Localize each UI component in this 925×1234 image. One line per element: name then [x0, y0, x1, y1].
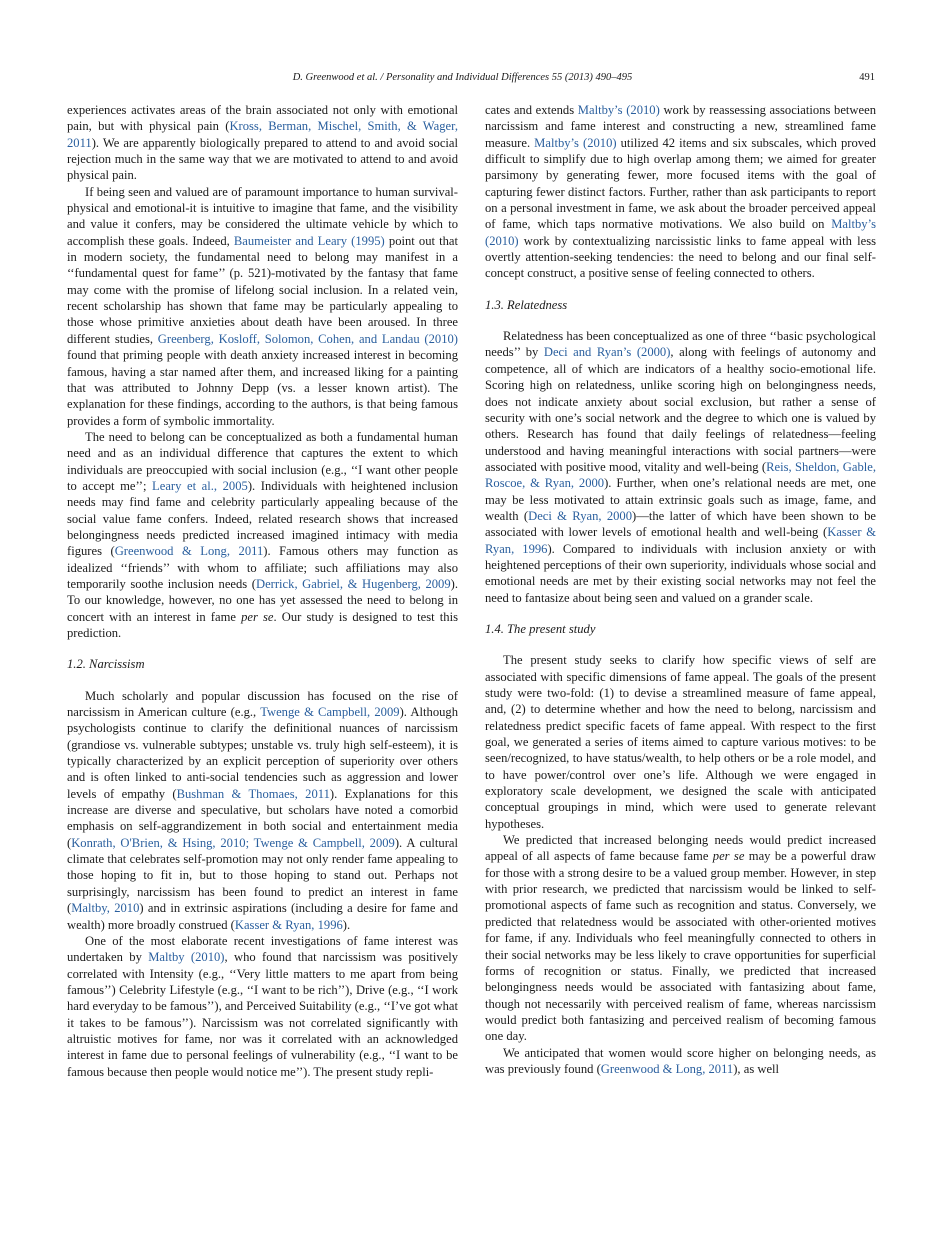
body-text: utilized 42 items and six subscales, which proved difficult to simplify due to high overlap among them; we aimed for greater parsimony by generating fewer, more focused items with the goal of capturing fewer distinct factors. Further, rather than ask participants to report on a personal investment in fame, we ask about the broader perceived appeal of fame, which taps normative motivations. We also build on [485, 135, 876, 232]
body-text: , who found that narcissism was positively correlated with Intensity (e.g., ‘‘Very little matters to me apart from being famous’’) Celebrity Lifestyle (e.g., ‘‘I want to be rich’’), Drive (e.g., ‘‘I work hard everyday to be famous’’), and Perceived Suitability (e.g., ‘‘I’ve got what it takes to be famous’’). Narcissism was not correlated significantly with altruistic motives for fame, nor was it correlated with an acknowledged interest in fame due to personal feelings of vulnerability (e.g., ‘‘I want to be famous because then people would notice me’’). The present study repli- [67, 950, 459, 1079]
emphasis-text: per se [712, 849, 745, 864]
paragraph [485, 832, 876, 1044]
paragraph [67, 933, 458, 1080]
paragraph [67, 429, 458, 641]
emphasis-text: per se [241, 609, 274, 624]
citation-link[interactable]: Kasser & Ryan, 1996 [485, 525, 877, 556]
body-text: cates and extends [485, 103, 578, 117]
citation-link[interactable]: Deci and Ryan’s (2000) [543, 345, 671, 360]
citation-link[interactable]: Greenwood & Long, 2011 [114, 544, 264, 559]
paragraph [67, 184, 458, 429]
body-text: ). Explanations for this increase are diverse and speculative, but scholars have noted a comorbid emphasis on self-aggrandizement in both social and entertainment media ( [67, 786, 458, 850]
citation-link[interactable]: Greenwood & Long, 2011 [600, 1061, 734, 1076]
body-text: If being seen and valued are of paramount importance to human survival-physical and emotional-it is intuitive to imagine that fame, and the visibility and value it confers, may be considered the ultimate vehicle by which to accomplish these goals. Indeed, [67, 184, 458, 248]
body-text: One of the most elaborate recent investigations of fame interest was undertaken by [67, 933, 458, 965]
body-text: ). Further, when one’s relational needs are met, one may be less motivated to attain extrinsic goals such as image, fame, and wealth ( [485, 476, 876, 523]
body-text: We predicted that increased belonging needs would predict increased appeal of all aspects of fame because fame [485, 833, 876, 864]
paragraph [485, 1045, 876, 1078]
citation-link[interactable]: Derrick, Gabriel, & Hugenberg, 2009 [255, 576, 451, 591]
body-text: ). Individuals with heightened inclusion needs may find fame and celebrity particularly appealing because of the social value fame confers. Indeed, related research shows that increased belongingness needs predicted increased imagined intimacy with media figures ( [67, 478, 458, 559]
section-heading-narcissism: 1.2. Narcissism [67, 657, 145, 672]
body-text: ). [342, 917, 351, 932]
citation-link[interactable]: Greenberg, Kosloff, Solomon, Cohen, and Landau (2010) [157, 331, 458, 346]
paragraph [67, 102, 458, 184]
journal-citation: D. Greenwood et al. / Personality and Individual Differences 55 (2013) 490–495 [292, 72, 633, 83]
body-text: ). We are apparently biologically prepared to attend to and avoid social rejection much in the same way that we are motivated to attend to and avoid physical pain. [67, 135, 458, 183]
citation-link[interactable]: Baumeister and Leary (1995) [233, 233, 385, 248]
citation-link[interactable]: Maltby (2010) [148, 950, 225, 965]
body-text: Relatedness has been conceptualized as one of three ‘‘basic psychological needs’’ by [485, 329, 876, 360]
citation-link[interactable]: Reis, Sheldon, Gable, Roscoe, & Ryan, 2000 [485, 459, 877, 491]
page-number: 491 [859, 72, 875, 83]
running-head [0, 72, 925, 88]
citation-link[interactable]: Kross, Berman, Mischel, Smith, & Wager, 2011 [67, 119, 458, 150]
paragraph [485, 328, 876, 606]
citation-link[interactable]: Deci & Ryan, 2000 [528, 508, 633, 523]
citation-link[interactable]: Leary et al., 2005 [152, 478, 248, 493]
body-text: ). Famous others may function as idealized ‘‘friends’’ with whom to affiliate; such affiliations may also temporarily soothe inclusion needs ( [67, 544, 458, 591]
citation-link[interactable]: Bushman & Thomaes, 2011 [176, 786, 330, 801]
body-text: ). To our knowledge, however, no one has yet assessed the need to belong in concert with an interest in fame [67, 576, 458, 624]
paragraph [485, 652, 876, 832]
body-text: work by contextualizing narcissistic links to fame appeal with less overtly attention-seeking tendencies: the need to belong and our final self-concept construct, a positive sense of feeling connected to others. [485, 233, 876, 281]
body-text: )—the latter of which have been shown to be associated with lower levels of emotional health and well-being ( [485, 508, 876, 540]
paragraph [67, 688, 458, 933]
body-text: ) and in extrinsic aspirations (including a desire for fame and wealth) more broadly construed ( [67, 901, 459, 932]
citation-link[interactable]: Maltby’s (2010) [577, 103, 660, 117]
citation-link[interactable]: Konrath, O'Brien, & Hsing, 2010; Twenge & Campbell, 2009 [71, 835, 395, 850]
body-text: found that priming people with death anxiety increased interest in becoming famous, having a star named after them, and increased liking for a painting that was attributed to Johnny Depp (vs. a lesser known artist). The explanation for these findings, according to the authors, is that being famous provides a form of symbolic immortality. [67, 348, 458, 428]
body-text: work by reassessing associations between narcissism and fame interest and constructing a new, streamlined fame measure. [485, 103, 876, 150]
citation-link[interactable]: Maltby’s (2010) [485, 217, 876, 248]
citation-link[interactable]: Maltby’s (2010) [534, 135, 617, 150]
body-text: ), as well [733, 1061, 780, 1076]
body-text: ). Although psychologists continue to clarify the definitional nuances of narcissism (grandiose vs. vulnerable subtypes; unstable vs. truly high self-esteem), it is typically characterized by an explicit perception of superiority over others and is often linked to anti-social tendencies such as aggression and lower levels of empathy ( [67, 705, 459, 801]
body-text: , along with feelings of autonomy and competence, all of which are indicators of a healthy socio-emotional life. Scoring high on relatedness, unlike scoring high on belongingness needs, does not indicate anxiety about social exclusion, but rather a sense of security with one’s social network and the degree to which one is valued by others. Research has found that daily feelings of relatedness—feeling understood and having meaningful interactions with social partners—were associated with positive mood, vitality and well-being ( [485, 345, 876, 474]
left-column [67, 102, 458, 1080]
body-text: ). A cultural climate that celebrates self-promotion may not only render fame appealing to those hoping to fit in, but to those hoping to stand out. Perhaps not surprisingly, narcissism has been found to predict an interest in fame ( [67, 835, 458, 916]
right-column [485, 102, 876, 1077]
paragraph [485, 102, 876, 282]
body-text: point out that in modern society, the fundamental need to belong may manifest in a ‘‘fundamental quest for fame’’ (p. 521)-motivated by the fantasy that fame may come with the promise of lifelong social inclusion. In a related vein, recent scholarship has shown that fame may be particularly appealing to those whose primitive anxieties about death have been aroused. In three different studies, [67, 233, 459, 346]
citation-link[interactable]: Kasser & Ryan, 1996 [234, 917, 343, 932]
body-text: may be a powerful draw for those with a strong desire to be a valued group member. However, in step with prior research, we predicted that narcissism would be linked to self-promotional aspects of fame such as recognition and status. Conversely, we predicted that relatedness would be associated with other-oriented motives for fame, if any. Individuals who feel meaningfully connected to others in their social networks may be less likely to crave opportunities for superficial forms of recognition or status. Finally, we predicted that increased belongingness needs would be associated with fantasizing about fame, though not necessarily with perceived realism of fame, whereas narcissism would predict both fantasizing and perceived realism of becoming famous one day. [485, 849, 876, 1044]
body-text: experiences activates areas of the brain associated not only with emotional pain, but with physical pain ( [67, 103, 458, 134]
citation-link[interactable]: Maltby, 2010 [71, 901, 140, 916]
body-text: Much scholarly and popular discussion has focused on the rise of narcissism in American culture (e.g., [67, 688, 458, 720]
body-text: The need to belong can be conceptualized as both a fundamental human need and as an individual difference that captures the extent to which individuals are preoccupied with social inclusion (e.g., ‘‘I want other people to accept me’’; [67, 429, 458, 493]
citation-link[interactable]: Twenge & Campbell, 2009 [260, 705, 400, 720]
body-text: We anticipated that women would score higher on belonging needs, as was previously found ( [485, 1045, 876, 1076]
body-text: ). Compared to individuals with inclusion anxiety or with heightened perceptions of their own superiority, individuals whose social and emotional needs are met by their existing social networks may not feel the need to fantasize about being seen and valued on a grander scale. [485, 541, 876, 605]
section-heading-relatedness: 1.3. Relatedness [485, 297, 568, 312]
section-heading-present-study: 1.4. The present study [485, 621, 596, 636]
body-text: . Our study is designed to test this prediction. [67, 609, 458, 640]
body-text: The present study seeks to clarify how specific views of self are associated with specific dimensions of fame appeal. The goals of the present study were two-fold: (1) to devise a streamlined measure of fame appeal, and, (2) to determine whether and how the need to belong, narcissism and relatedness predict specific facets of fame appeal. With respect to the first goal, we generated a series of items aimed to capture various motives: to be seen/recognized, to have status/wealth, to help others or be a role model, and to have power/control over one’s life. Although we were engaged in exploratory scale development, we designed the scale with anticipated conceptual groupings in mind, which were used to generate relevant hypotheses. [485, 653, 876, 831]
